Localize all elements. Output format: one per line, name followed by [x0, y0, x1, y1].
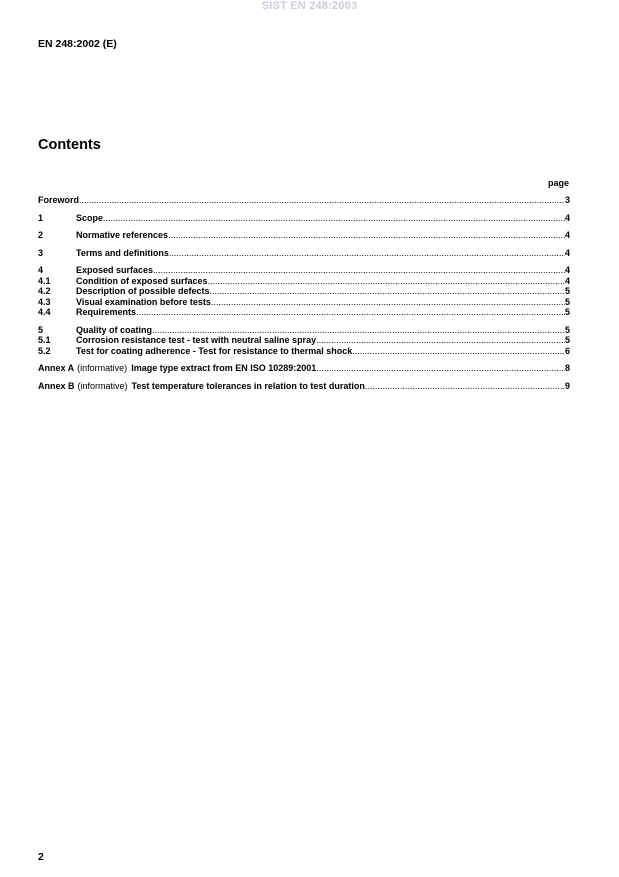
toc-page: 9	[564, 380, 570, 391]
toc-title: Normative references	[76, 230, 169, 240]
toc-page: 5	[564, 335, 570, 345]
toc-number: 4.2	[38, 286, 51, 296]
toc-title: Scope	[76, 212, 104, 223]
toc-number: 5.2	[38, 345, 51, 356]
toc-number: 5.1	[38, 335, 51, 345]
toc-page: 5	[564, 324, 570, 335]
toc-entry-corrosion-resistance-test[interactable]	[38, 335, 570, 346]
toc-entry-quality-of-coating[interactable]	[38, 325, 570, 336]
toc-entry-annex-a[interactable]	[38, 363, 570, 374]
toc-entry-requirements[interactable]	[38, 307, 570, 318]
toc-title: Exposed surfaces	[76, 265, 154, 275]
toc-leader	[208, 276, 565, 287]
toc-page: 4	[564, 265, 570, 275]
toc-leader	[169, 248, 565, 259]
toc-title: Image type extract from EN ISO 10289:2001	[131, 363, 317, 373]
toc-number: 3	[38, 247, 44, 258]
toc-leader	[103, 213, 565, 224]
toc-leader	[365, 381, 565, 392]
toc-entry-visual-examination-before-tests[interactable]	[38, 297, 570, 308]
page-number: 2	[38, 851, 44, 863]
table-of-contents	[38, 195, 570, 391]
toc-entry-scope[interactable]	[38, 213, 570, 224]
toc-title: Visual examination before tests	[76, 296, 211, 307]
toc-title: Foreword	[38, 195, 80, 205]
toc-number: 4.1	[38, 275, 51, 286]
toc-number: 1	[38, 212, 44, 223]
toc-title: Quality of coating	[76, 324, 153, 335]
toc-page: 4	[564, 275, 570, 286]
toc-number: 4.4	[38, 307, 51, 317]
toc-page: 8	[564, 363, 570, 373]
toc-leader	[316, 335, 565, 346]
toc-entry-coating-adherence-test[interactable]	[38, 346, 570, 357]
toc-number: 2	[38, 230, 44, 240]
toc-title: Test temperature tolerances in relation to test duration	[131, 380, 365, 391]
toc-entry-description-of-possible-defects[interactable]	[38, 286, 570, 297]
toc-page: 5	[564, 307, 570, 317]
watermark: SIST EN 248:2003	[261, 0, 358, 12]
toc-leader	[168, 230, 565, 241]
toc-page: 4	[564, 230, 570, 240]
toc-number: Annex A	[38, 363, 75, 373]
toc-leader	[152, 325, 565, 336]
toc-leader	[153, 265, 565, 276]
toc-page: 3	[564, 195, 570, 205]
toc-number: Annex B	[38, 380, 75, 391]
toc-leader	[316, 363, 565, 374]
toc-entry-annex-b[interactable]	[38, 381, 570, 392]
toc-entry-foreword[interactable]	[38, 195, 570, 206]
toc-title: Corrosion resistance test - test with neutral saline spray	[76, 335, 317, 345]
toc-number: 4	[38, 265, 44, 275]
toc-leader	[211, 297, 565, 308]
toc-page: 4	[564, 212, 570, 223]
toc-page: 4	[564, 247, 570, 258]
document-id: EN 248:2002 (E)	[38, 38, 117, 50]
toc-number: 5	[38, 324, 44, 335]
toc-qualifier: (informative)	[77, 363, 128, 373]
toc-title: Condition of exposed surfaces	[76, 275, 208, 286]
toc-leader	[136, 307, 565, 318]
page-column-label: page	[548, 178, 570, 188]
toc-number: 4.3	[38, 296, 51, 307]
toc-entry-exposed-surfaces[interactable]	[38, 265, 570, 276]
contents-title: Contents	[38, 137, 101, 153]
toc-title: Terms and definitions	[76, 247, 169, 258]
toc-leader	[79, 195, 565, 206]
toc-leader	[210, 286, 565, 297]
toc-title: Requirements	[76, 307, 137, 317]
toc-page: 5	[564, 296, 570, 307]
toc-entry-terms-and-definitions[interactable]	[38, 248, 570, 259]
toc-title: Test for coating adherence - Test for resistance to thermal shock	[76, 345, 353, 356]
toc-page: 5	[564, 286, 570, 296]
toc-page: 6	[564, 345, 570, 356]
toc-entry-condition-of-exposed-surfaces[interactable]	[38, 276, 570, 287]
toc-entry-normative-references[interactable]	[38, 230, 570, 241]
toc-title: Description of possible defects	[76, 286, 210, 296]
toc-leader	[352, 346, 565, 357]
toc-qualifier: (informative)	[77, 380, 128, 391]
